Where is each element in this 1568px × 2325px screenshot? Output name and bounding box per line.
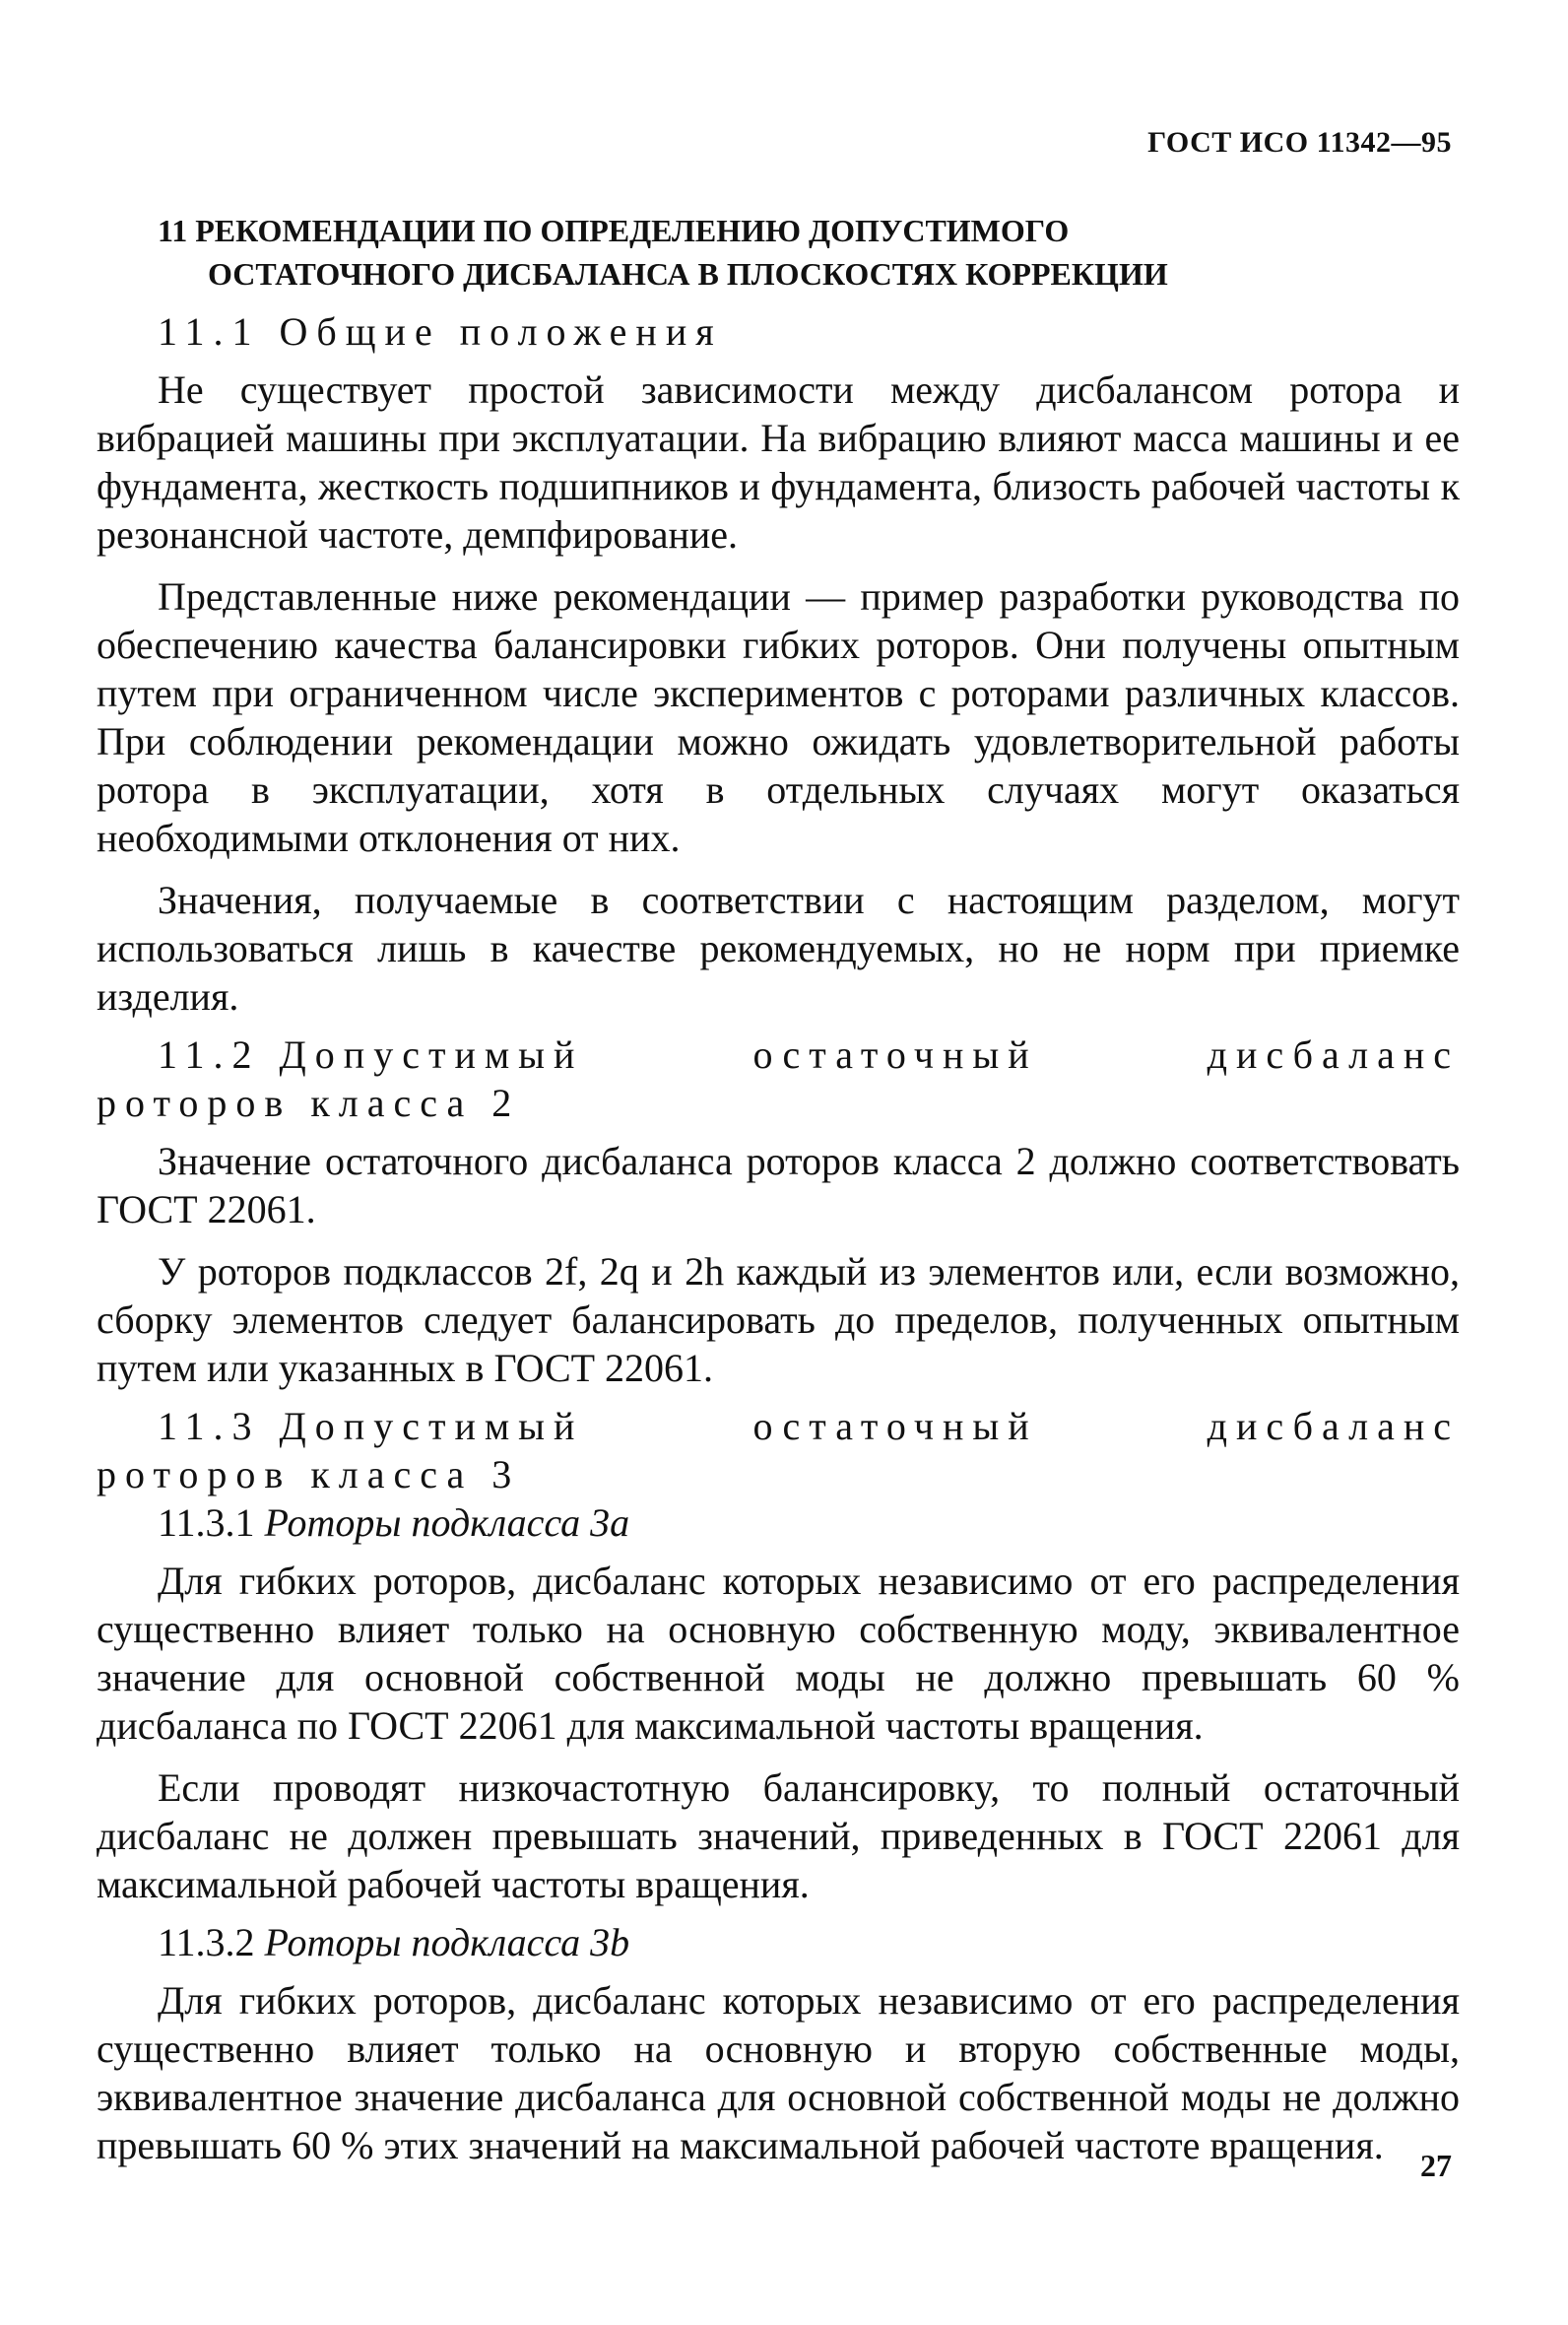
paragraph: Значения, получаемые в соответствии с настоящим разделом, могут использоваться лишь в качестве рекомендуемых, но не норм при приемке изделия. xyxy=(97,878,1460,1019)
heading-word: 11.3 Допустимый xyxy=(158,1404,584,1448)
paragraph: Для гибких роторов, дисбаланс которых независимо от его распределения существенно влияет только на основную и вторую собственные моды, эквивалентное значение дисбаланса для основной собственной моды не должно превышать 60 % этих значений на максимальной рабочей частоте вращения. xyxy=(97,1978,1460,2167)
clause-number: 11.3.2 xyxy=(158,1920,255,1964)
section-title xyxy=(158,209,1458,296)
page-number: 27 xyxy=(1420,2148,1452,2183)
paragraph: Значение остаточного дисбаланса роторов класса 2 должно соответствовать ГОСТ 22061. xyxy=(97,1139,1460,1231)
subsection-heading-11-3-1 xyxy=(97,1498,1460,1547)
heading-line2: роторов класса 3 xyxy=(97,1452,521,1496)
subsection-heading-11-3 xyxy=(97,1402,1460,1498)
subsection-heading-11-3-2 xyxy=(97,1918,1460,1966)
heading-word: остаточный xyxy=(752,1404,1038,1448)
clause-title: Роторы подкласса 3b xyxy=(264,1920,630,1964)
heading-line2: роторов класса 2 xyxy=(97,1081,521,1125)
heading-word: дисбаланс xyxy=(1207,1404,1460,1448)
subsection-heading-11-2 xyxy=(97,1030,1460,1127)
heading-word: 11.2 Допустимый xyxy=(158,1032,584,1077)
paragraph: Не существует простой зависимости между дисбалансом ротора и вибрацией машины при эксплуатации. На вибрацию влияют масса машины и ее фундамента, жесткость подшипников и фундамента, близость рабочей частоты к резонансной частоте, демпфирование. xyxy=(97,367,1460,557)
clause-number: 11.3.1 xyxy=(158,1500,255,1545)
section-title-line2: ОСТАТОЧНОГО ДИСБАЛАНСА В ПЛОСКОСТЯХ КОРРЕКЦИИ xyxy=(208,256,1168,292)
subsection-heading-11-1: 11.1 Общие положения xyxy=(158,309,723,354)
paragraph: У роторов подклассов 2f, 2q и 2h каждый из элементов или, если возможно, сборку элементов следует балансировать до пределов, полученных опытным путем или указанных в ГОСТ 22061. xyxy=(97,1249,1460,1390)
heading-word: дисбаланс xyxy=(1207,1032,1460,1077)
paragraph: Представленные ниже рекомендации — пример разработки руководства по обеспечению качества балансировки гибких роторов. Они получены опытным путем при ограниченном числе экспериментов с роторами различных классов. При соблюдении рекомендации можно ожидать удовлетворительной работы ротора в эксплуатации, хотя в отдельных случаях могут оказаться необходимыми отклонения от них. xyxy=(97,574,1460,860)
paragraph: Если проводят низкочастотную балансировку, то полный остаточный дисбаланс не должен превышать значений, приведенных в ГОСТ 22061 для максимальной рабочей частоты вращения. xyxy=(97,1765,1460,1906)
heading-word: остаточный xyxy=(752,1032,1038,1077)
section-title-line1: РЕКОМЕНДАЦИИ ПО ОПРЕДЕЛЕНИЮ ДОПУСТИМОГО xyxy=(195,213,1070,248)
document-code: ГОСТ ИСО 11342—95 xyxy=(1147,126,1452,159)
document-body xyxy=(97,307,1460,2169)
clause-title: Роторы подкласса 3а xyxy=(264,1500,630,1545)
paragraph: Для гибких роторов, дисбаланс которых независимо от его распределения существенно влияет только на основную собственную моду, эквивалентное значение для основной собственной моды не должно превышать 60 % дисбаланса по ГОСТ 22061 для максимальной частоты вращения. xyxy=(97,1559,1460,1748)
section-number: 11 xyxy=(158,213,188,248)
